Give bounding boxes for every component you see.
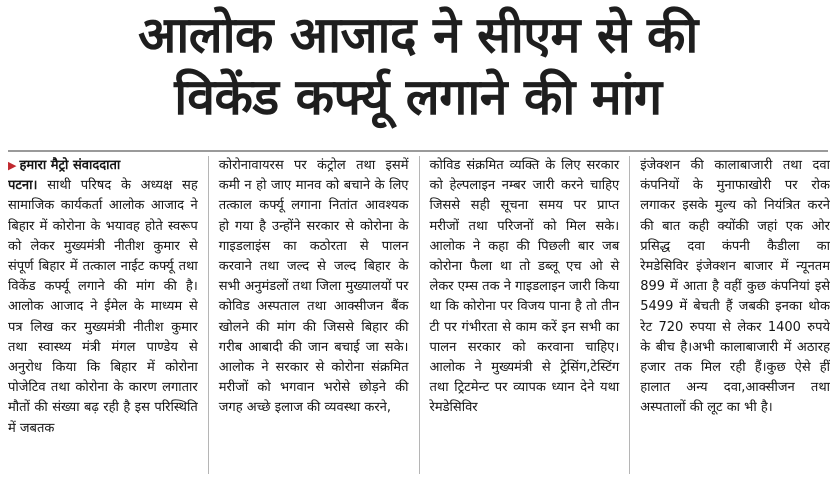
triangle-right-icon: ▶ bbox=[8, 159, 17, 172]
article-column-3 bbox=[419, 156, 630, 474]
column-4-text: इंजेक्शन की कालाबाजारी तथा दवा कंपनियों के मुनाफाखोरी पर रोक लगाकर इसके मुल्य को नियंत्रित करने की बात कही क्योंकी जहां एक ओर प्रसिद्ध दवा कंपनी कैडीला का रेमडेसिविर इंजेक्शन बाजार में न्यूनतम 899 में आता है वहीं कुछ कंपनियां इसे 5499 में बेचती हैं जबकी इनका थोक रेट 720 रुपया से लेकर 1400 रुपये के बीच है।अभी कालाबाजारी में अठारह हजार तक मिल रही हैं।कुछ ऐसे हीं हालात अन्य दवा,आक्सीजन तथा अस्पतालों की लूट का भी है। bbox=[640, 158, 830, 416]
headline-line-1: आलोक आजाद ने सीएम से की bbox=[138, 6, 698, 64]
column-2-text: कोरोनावायरस पर कंट्रोल तथा इसमें कमी न हो जाए मानव को बचाने के लिए तत्काल कर्फ्यू लगाना नितांत आवश्यक हो गया है उन्होंने सरकार से कोरोना के गाइडलाइंस का कठोरता से पालन करवाने तथा जल्द से जल्द बिहार के सभी अनुमंडलों तथा जिला मुख्यालयों पर कोविड अस्पताल तथा आक्सीजन बैंक खोलने की मांग की जिससे बिहार की गरीब आबादी की जान बचाई जा सके। आलोक ने सरकार से कोरोना संक्रमित मरीजों को भगवान भरोसे छोड़ने की जगह अच्छे इलाज की व्यवस्था करने, bbox=[218, 158, 409, 416]
article-column-2 bbox=[208, 156, 419, 474]
headline-divider bbox=[8, 150, 828, 152]
article-column-4 bbox=[629, 156, 830, 474]
column-3-text: कोविड संक्रमित व्यक्ति के लिए सरकार को हेल्पलाइन नम्बर जारी करने चाहिए जिससे सही सूचना समय पर प्राप्त मरीजों तथा परिजनों को मिल सके। आलोक ने कहा की पिछली बार जब कोरोना फैला था तो डब्लू एच ओ से लेकर एम्स तक ने गाइडलाइन जारी किया था कि कोरोना पर विजय पाना है तो तीन टी पर गंभीरता से काम करें इन सभी का पालन सरकार को करवाना चाहिए। आलोक ने मुख्यमंत्री से ट्रेसिंग,टेस्टिंग तथा ट्रिटमेन्ट पर व्यापक ध्यान देने यथा रेमडेसिविर bbox=[429, 158, 620, 416]
article-body bbox=[8, 156, 830, 474]
article-column-1 bbox=[8, 156, 208, 474]
dateline: पटना। bbox=[8, 178, 38, 194]
headline-line-2: विकेंड कर्फ्यू लगाने की मांग bbox=[174, 68, 662, 126]
headline bbox=[0, 4, 836, 128]
column-1-text: साथी परिषद के अध्यक्ष सह सामाजिक कार्यकर्ता आलोक आजाद ने बिहार में कोरोना के भयावह होते स्वरूप को लेकर मुख्यमंत्री नीतीश कुमार से संपूर्ण बिहार में तत्काल नाईट कर्फ्यू तथा विकेंड कर्फ्यू लगाने की मांग की है। आलोक आजाद ने ईमेल के माध्यम से पत्र लिख कर मुख्यमंत्री नीतीश कुमार तथा स्वास्थ्य मंत्री मंगल पाण्डेय से अनुरोध किया कि बिहार में कोरोना पोजेटिव तथा कोरोना के कारण लगातार मौतों की संख्या बढ़ रही है इस परिस्थिति में जबतक bbox=[8, 178, 198, 436]
byline-text: हमारा मैट्रो संवाददाता bbox=[19, 158, 121, 173]
byline bbox=[8, 156, 198, 176]
